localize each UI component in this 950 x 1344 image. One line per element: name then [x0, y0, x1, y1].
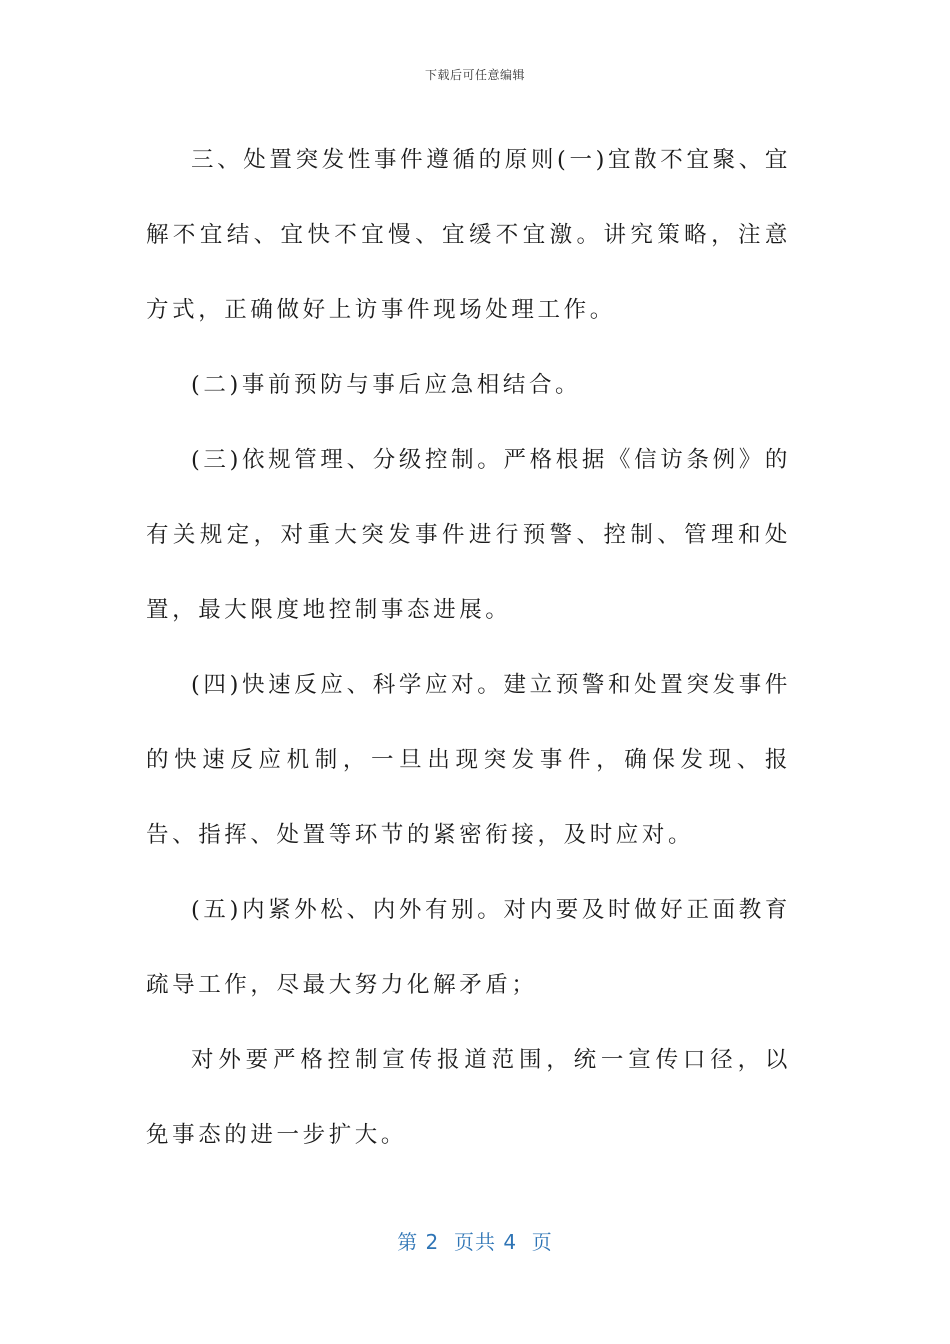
- paragraph-item-4: (四)快速反应、科学应对。建立预警和处置突发事件的快速反应机制，一旦出现突发事件，确保发现、报告、指挥、处置等环节的紧密衔接，及时应对。: [146, 672, 791, 848]
- paragraph-item-2: (二)事前预防与事后应急相结合。: [191, 372, 582, 398]
- document-body: [146, 123, 791, 1173]
- paragraph-item-5-continued: 对外要严格控制宣传报道范围，统一宣传口径，以免事态的进一步扩大。: [146, 1047, 791, 1148]
- paragraph-principles: 三、处置突发性事件遵循的原则(一)宜散不宜聚、宜解不宜结、宜快不宜慢、宜缓不宜激。讲究策略，注意方式，正确做好上访事件现场处理工作。: [146, 147, 791, 323]
- page-header: 下载后可任意编辑: [424, 68, 525, 82]
- paragraph-item-5: (五)内紧外松、内外有别。对内要及时做好正面教育疏导工作，尽最大努力化解矛盾；: [146, 897, 791, 998]
- page-number-footer: 第 2 页共 4 页: [397, 1230, 553, 1254]
- paragraph-item-3: (三)依规管理、分级控制。严格根据《信访条例》的有关规定，对重大突发事件进行预警、控制、管理和处置，最大限度地控制事态进展。: [146, 447, 791, 623]
